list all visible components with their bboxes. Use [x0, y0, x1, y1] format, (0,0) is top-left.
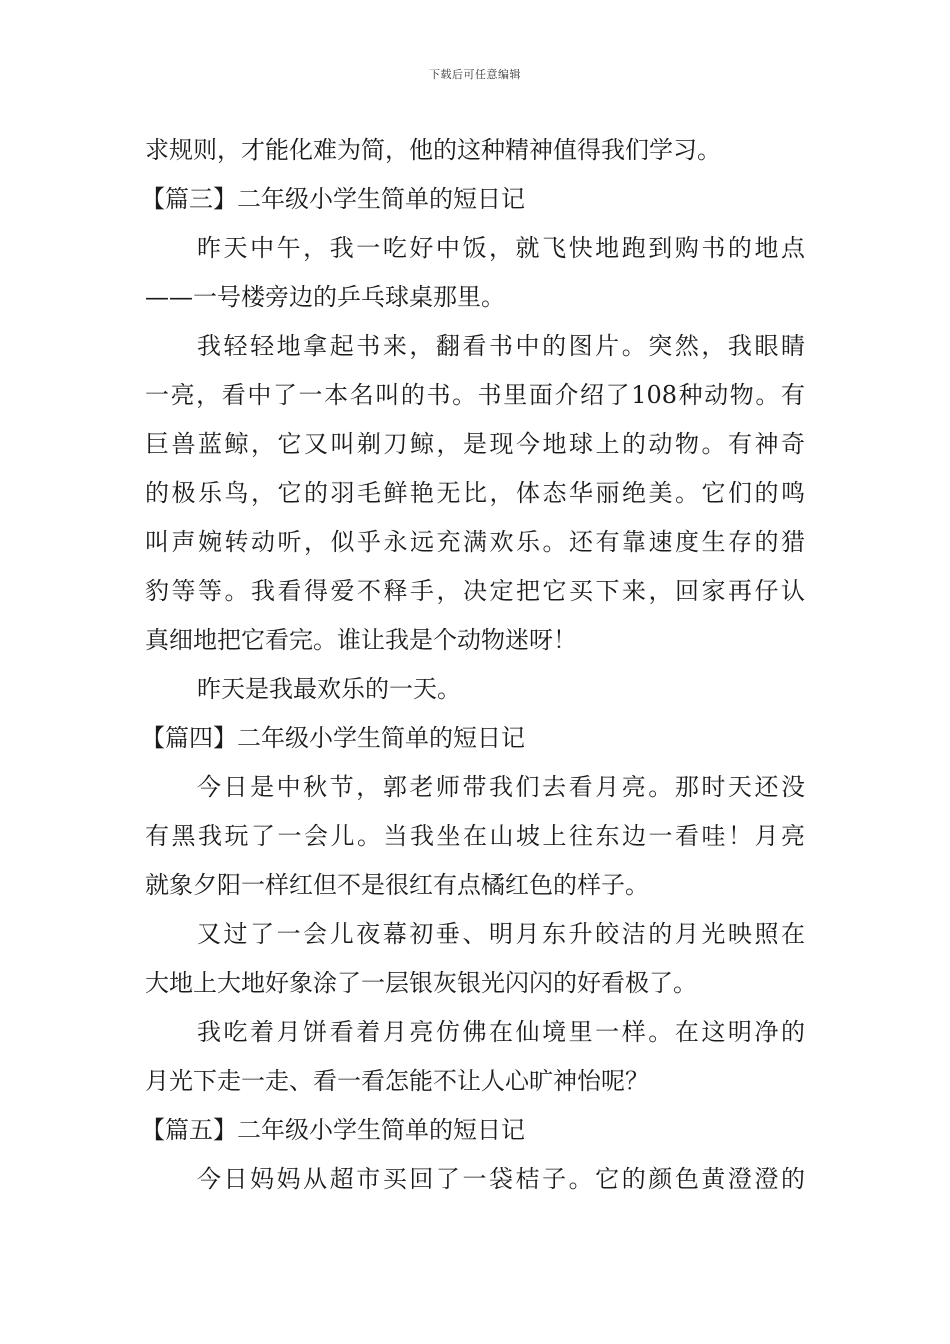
text-line: 豹等等。我看得爱不释手，决定把它买下来，回家再仔认: [145, 577, 805, 605]
text-line: 就象夕阳一样红但不是很红有点橘红色的样子。: [145, 871, 649, 899]
page-header: 下载后可任意编辑: [429, 68, 521, 81]
text-line: 叫声婉转动听，似乎永远充满欢乐。还有靠速度生存的猎: [145, 528, 805, 556]
text-line: 大地上大地好象涂了一层银灰银光闪闪的好看极了。: [145, 969, 697, 997]
text-line: 有黑我玩了一会儿。当我坐在山坡上往东边一看哇！月亮: [145, 822, 805, 850]
text-line: 今日妈妈从超市买回了一袋桔子。它的颜色黄澄澄的: [197, 1165, 805, 1193]
text-line: 昨天是我最欢乐的一天。: [197, 675, 461, 703]
section-heading: 【篇四】二年级小学生简单的短日记: [141, 724, 525, 752]
text-line: 又过了一会儿夜幕初垂、明月东升皎洁的月光映照在: [197, 920, 805, 948]
document-body: [141, 126, 805, 1204]
text-line: 巨兽蓝鲸，它又叫剃刀鲸，是现今地球上的动物。有神奇: [145, 430, 805, 458]
text-line: 我吃着月饼看着月亮仿佛在仙境里一样。在这明净的: [197, 1018, 805, 1046]
text-line: 求规则，才能化难为简，他的这种精神值得我们学习。: [145, 136, 721, 164]
text-line: 一亮，看中了一本名叫的书。书里面介绍了108种动物。有: [145, 381, 805, 409]
text-line: 今日是中秋节，郭老师带我们去看月亮。那时天还没: [197, 773, 805, 801]
text-line: 月光下走一走、看一看怎能不让人心旷神怡呢？: [145, 1067, 649, 1095]
text-line: 我轻轻地拿起书来，翻看书中的图片。突然，我眼睛: [197, 332, 805, 360]
text-line: 的极乐鸟，它的羽毛鲜艳无比，体态华丽绝美。它们的鸣: [145, 479, 805, 507]
text-line: ——一号楼旁边的乒乓球桌那里。: [145, 283, 505, 311]
section-heading: 【篇三】二年级小学生简单的短日记: [141, 185, 525, 213]
section-heading: 【篇五】二年级小学生简单的短日记: [141, 1116, 525, 1144]
text-line: 昨天中午，我一吃好中饭，就飞快地跑到购书的地点: [197, 234, 805, 262]
text-line: 真细地把它看完。谁让我是个动物迷呀！: [145, 626, 577, 654]
